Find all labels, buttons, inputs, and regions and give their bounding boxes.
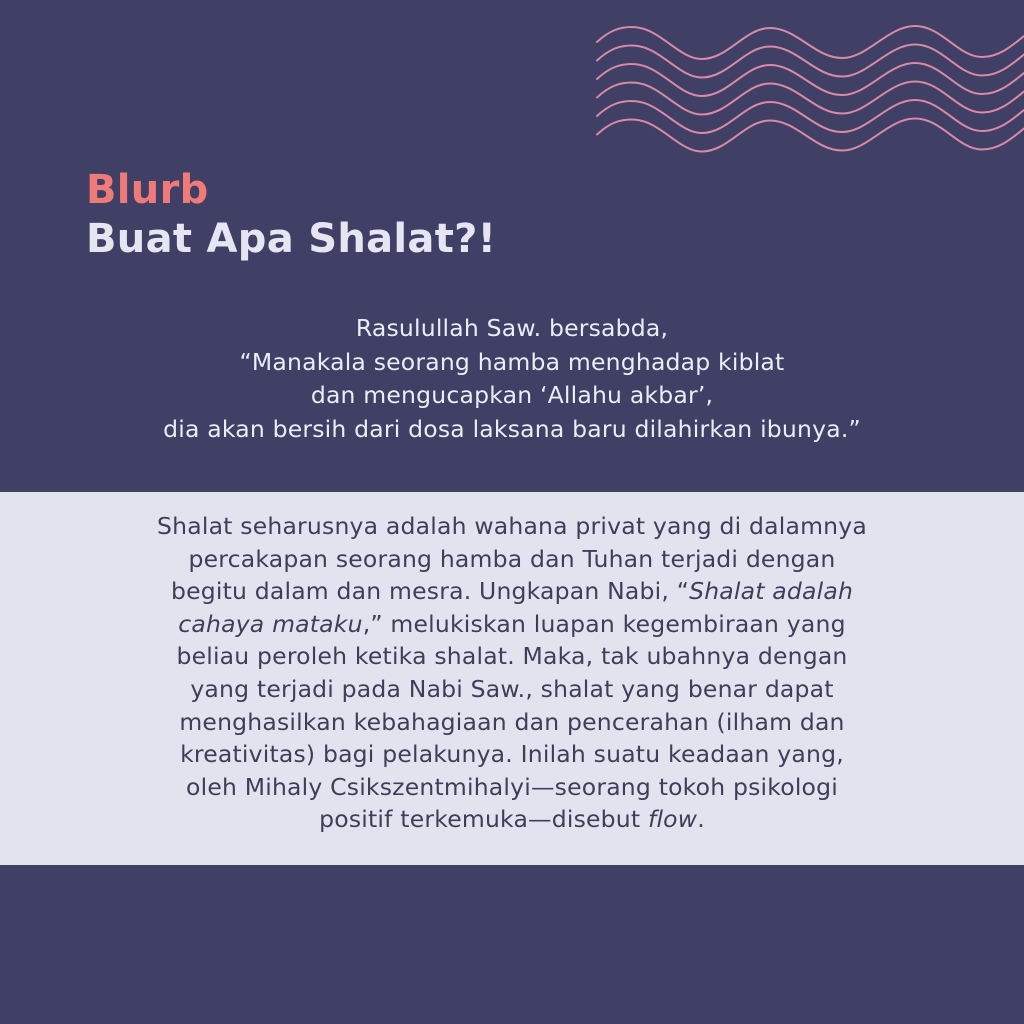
body-text-segment: . (697, 805, 705, 834)
page-title: Buat Apa Shalat?! (86, 216, 497, 262)
wavy-lines-icon (0, 0, 1024, 180)
title-block (86, 166, 496, 264)
body-line: yang terjadi pada Nabi Saw., shalat yang benar dapat (190, 674, 834, 703)
hadith-quote (0, 312, 1024, 446)
body-text-segment: ,” melukiskan luapan kegembiraan yang (362, 609, 846, 638)
quote-line: dan mengucapkan ‘Allahu akbar’, (310, 381, 714, 409)
body-line: kreativitas) bagi pelakunya. Inilah suatu keadaan yang, (180, 740, 844, 769)
body-line (0, 608, 1024, 641)
body-line: beliau peroleh ketika shalat. Maka, tak ubahnya dengan (176, 642, 848, 671)
italic-phrase: cahaya mataku (178, 609, 363, 638)
body-line: Shalat seharusnya adalah wahana privat yang di dalamnya (157, 512, 867, 540)
italic-term: flow (647, 805, 698, 834)
body-line: oleh Mihaly Csikszentmihalyi—seorang tokoh psikologi (186, 772, 838, 801)
italic-phrase: Shalat adalah (689, 577, 854, 606)
body-line: percakapan seorang hamba dan Tuhan terjadi dengan (188, 544, 836, 573)
body-line (0, 803, 1024, 836)
body-line (0, 575, 1024, 608)
quote-line: dia akan bersih dari dosa laksana baru dilahirkan ibunya.” (163, 414, 861, 443)
quote-line: Rasulullah Saw. bersabda, (355, 314, 669, 342)
kicker-label: Blurb (86, 167, 209, 213)
body-line: menghasilkan kebahagiaan dan pencerahan (ilham dan (179, 707, 845, 736)
body-paragraph (0, 510, 1024, 836)
body-text-segment: positif terkemuka—disebut (319, 805, 648, 834)
quote-line: “Manakala seorang hamba menghadap kiblat (239, 347, 785, 376)
body-text-segment: begitu dalam dan mesra. Ungkapan Nabi, “ (170, 577, 690, 606)
